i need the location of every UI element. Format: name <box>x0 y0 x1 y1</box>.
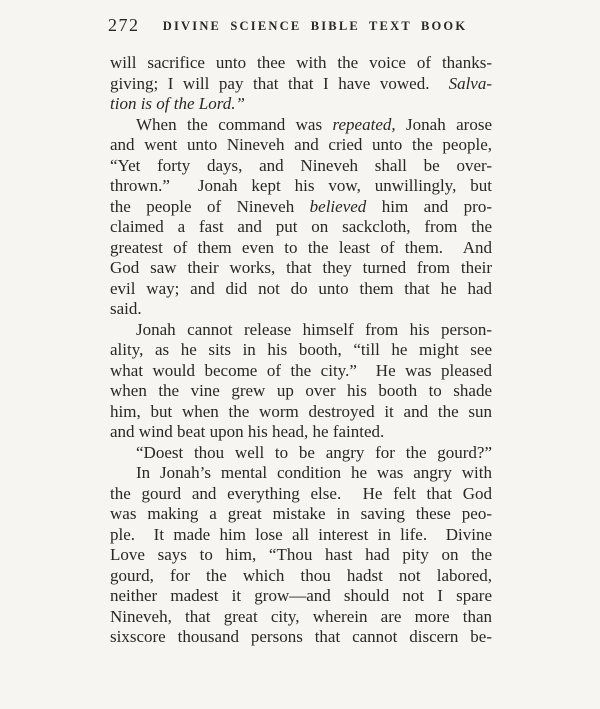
page-number: 272 <box>108 15 140 35</box>
text-line <box>110 545 492 566</box>
text-line <box>110 217 492 238</box>
text-line <box>110 566 492 587</box>
text-segment: “Yet forty days, and Nineveh shall be over- <box>110 155 492 175</box>
text-segment: thrown.” Jonah kept his vow, unwillingly, but <box>110 176 492 195</box>
text-line <box>110 484 492 505</box>
text-segment: When the command was <box>136 114 333 134</box>
text-segment: greatest of them even to the least of them. And <box>110 237 492 257</box>
text-segment: Salva- <box>448 73 492 93</box>
text-line <box>110 258 492 279</box>
text-segment: Jonah cannot release himself from his person- <box>136 319 492 339</box>
text-line <box>110 115 492 136</box>
text-segment: giving; I will pay that that I have vowed. <box>110 73 449 93</box>
text-line <box>110 176 492 197</box>
text-line <box>110 340 492 361</box>
text-line <box>110 443 492 464</box>
text-segment: said. <box>110 299 142 318</box>
text-line <box>110 402 492 423</box>
text-segment: Jonah arose <box>395 114 492 134</box>
text-segment: and wind beat upon his head, he fainted. <box>110 422 385 441</box>
text-segment: Nineveh, that great city, wherein are more than <box>110 606 492 626</box>
text-line <box>110 53 492 74</box>
text-line <box>110 197 492 218</box>
text-segment: what would become of the city.” He was pleased <box>110 360 492 380</box>
text-segment: when the vine grew up over his booth to shade <box>110 381 492 400</box>
text-line <box>110 525 492 546</box>
text-line <box>110 299 492 320</box>
text-segment: him and pro- <box>366 196 492 216</box>
text-line <box>110 504 492 525</box>
text-line <box>110 463 492 484</box>
text-segment: the gourd and everything else. He felt that God <box>110 483 492 503</box>
text-segment: him, but when the worm destroyed it and the sun <box>110 401 492 421</box>
text-line <box>110 238 492 259</box>
text-segment: and went unto Nineveh and cried unto the people, <box>110 135 492 154</box>
text-line <box>110 94 492 115</box>
text-line <box>110 74 492 95</box>
text-segment: believed <box>309 196 367 216</box>
text-segment: sixscore thousand persons that cannot discern be- <box>110 627 492 646</box>
text-segment: neither madest it grow—and should not I spare <box>110 586 492 605</box>
text-segment: In Jonah’s mental condition he was angry with <box>136 463 492 482</box>
text-segment: God saw their works, that they turned from their <box>110 258 492 277</box>
text-segment: was making a great mistake in saving these peo- <box>110 504 492 523</box>
text-segment: ple. It made him lose all interest in life. Divine <box>110 524 492 544</box>
text-segment: ality, as he sits in his booth, “till he might see <box>110 340 492 359</box>
text-segment: the people of Nineveh <box>110 196 310 216</box>
text-segment: tion is of the Lord.” <box>110 94 245 113</box>
text-segment: repeated, <box>332 114 396 134</box>
text-line <box>110 422 492 443</box>
running-header: DIVINE SCIENCE BIBLE TEXT BOOK <box>162 19 468 33</box>
text-line <box>110 627 492 648</box>
text-line <box>110 135 492 156</box>
page-header <box>108 15 492 37</box>
text-segment: evil way; and did not do unto them that he had <box>110 278 492 298</box>
body-text <box>110 53 492 648</box>
text-segment: Love says to him, “Thou hast had pity on the <box>110 545 492 564</box>
text-segment: will sacrifice unto thee with the voice of thanks- <box>110 53 492 72</box>
text-line <box>110 586 492 607</box>
text-line <box>110 156 492 177</box>
text-segment: “Doest thou well to be angry for the gourd?” <box>136 442 492 462</box>
text-line <box>110 381 492 402</box>
text-segment: gourd, for the which thou hadst not labored, <box>110 565 492 585</box>
text-line <box>110 320 492 341</box>
text-line <box>110 279 492 300</box>
text-line <box>110 607 492 628</box>
text-line <box>110 361 492 382</box>
text-segment: claimed a fast and put on sackcloth, from the <box>110 217 492 236</box>
